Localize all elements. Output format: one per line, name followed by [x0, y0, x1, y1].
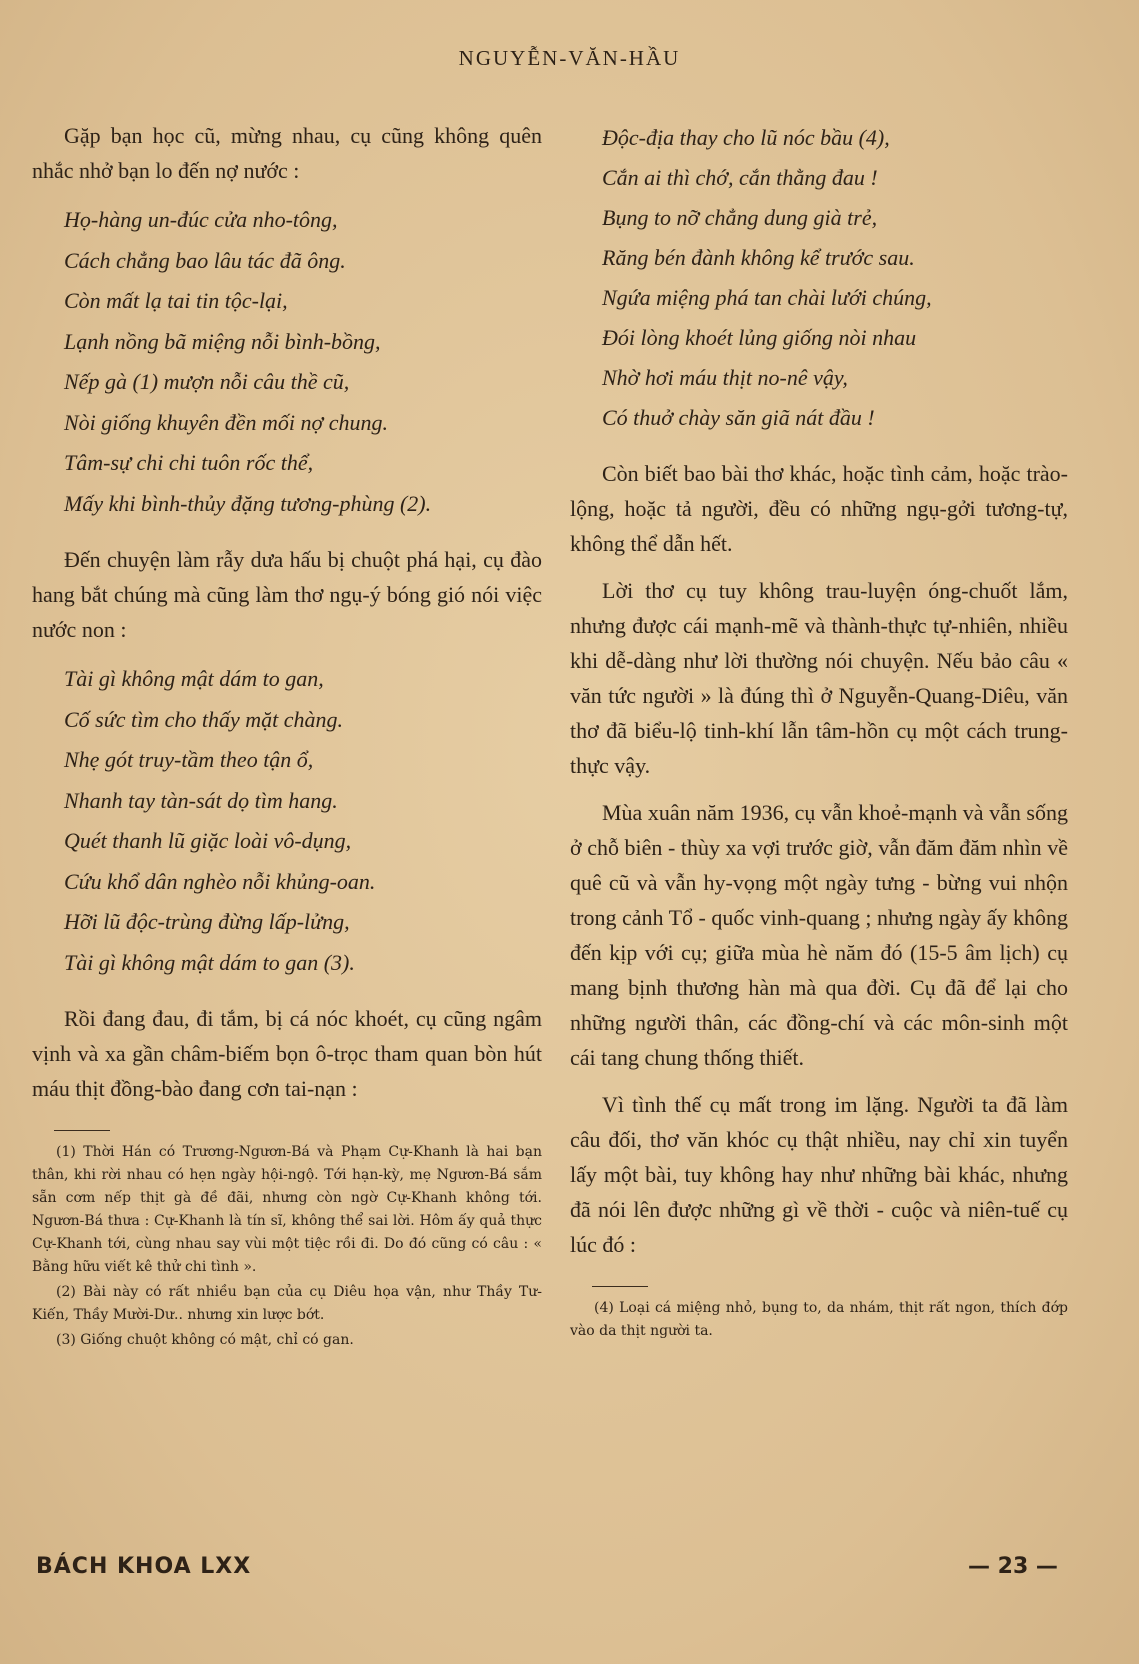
poem-line: Cứu khổ dân nghèo nỗi khủng-oan. — [64, 868, 376, 894]
poem-line: Nhờ hơi máu thịt no-nê vậy, — [602, 365, 848, 390]
footnote: (1) Thời Hán có Trương-Ngươn-Bá và Phạm Cự-Khanh là hai bạn thân, khi rời nhau có hẹn ngày hội-ngộ. Tới hạn-kỳ, mẹ Ngươn-Bá sắm sẵn cơm nếp thịt gà đề đãi, nhưng còn ngờ Cự-Khanh không tới. Ngươn-Bá thưa : Cự-Khanh là tín sĩ, không thể sai lời. Hôm ấy quả thực Cự-Khanh tới, cùng nhau say vùi một tiệc rồi đi. Do đó cũng có câu : « Bằng hữu viết kê thử chi tình ». — [32, 1144, 542, 1275]
footnote-divider — [54, 1130, 110, 1131]
poem-line: Ngứa miệng phá tan chài lưới chúng, — [602, 285, 932, 310]
poem-line: Có thuở chày săn giã nát đầu ! — [602, 405, 875, 430]
poem-line: Cắn ai thì chớ, cắn thằng đau ! — [602, 165, 878, 190]
poem-line: Lạnh nồng bã miệng nỗi bình-bồng, — [64, 328, 381, 354]
poem-line: Nhẹ gót truy-tầm theo tận ổ, — [64, 747, 314, 772]
poem-line: Độc-địa thay cho lũ nóc bầu (4), — [602, 125, 890, 150]
page-number: — 23 — — [968, 1554, 1058, 1579]
poem-line: Nhanh tay tàn-sát dọ tìm hang. — [64, 787, 338, 813]
poem-block — [32, 200, 542, 524]
paragraph: Còn biết bao bài thơ khác, hoặc tình cảm, hoặc trào-lộng, hoặc tả người, đều có những ngụ-gởi tương-tự, không thể dẫn hết. — [570, 461, 1068, 556]
poem-line: Còn mất lạ tai tin tộc-lại, — [64, 288, 288, 313]
paragraph: Lời thơ cụ tuy không trau-luyện óng-chuốt lắm, nhưng được cái mạnh-mẽ và thành-thực tự-nhiên, nhiều khi dễ-dàng như lời thường nói chuyện. Nếu bảo câu « văn tức người » là đúng thì ở Nguyễn-Quang-Diêu, văn thơ đã biểu-lộ tinh-khí lẫn tâm-hồn cụ một cách trung-thực vậy. — [570, 578, 1068, 778]
poem-line: Cố sức tìm cho thấy mặt chàng. — [64, 706, 344, 732]
page-header: NGUYỄN-VĂN-HẦU — [458, 46, 681, 70]
paragraph: Gặp bạn học cũ, mừng nhau, cụ cũng không quên nhắc nhở bạn lo đến nợ nước : — [32, 123, 542, 183]
poem-line: Bụng to nỡ chẳng dung già trẻ, — [602, 205, 878, 230]
paragraph: Rồi đang đau, đi tắm, bị cá nóc khoét, cụ cũng ngâm vịnh và xa gần châm-biếm bọn ô-trọc tham quan bòn hút máu thịt đồng-bào đang cơn tai-nạn : — [32, 1006, 542, 1101]
poem-line: Đói lòng khoét lủng giống nòi nhau — [602, 325, 917, 350]
poem-line: Tài gì không mật dám to gan (3). — [64, 949, 355, 975]
poem-block — [32, 659, 542, 983]
poem-line: Họ-hàng un-đúc cửa nho-tông, — [64, 207, 338, 232]
poem-line: Quét thanh lũ giặc loài vô-dụng, — [64, 828, 352, 853]
left-column — [32, 118, 542, 1354]
poem-line: Cách chẳng bao lâu tác đã ông. — [64, 247, 346, 273]
paragraph: Vì tình thế cụ mất trong im lặng. Người ta đã làm câu đối, thơ văn khóc cụ thật nhiều, nay chỉ xin tuyển lấy một bài, tuy không hay như những bài khác, nhưng đã nói lên được những gì về thời - cuộc và niên-tuế cụ lúc đó : — [570, 1092, 1068, 1257]
magazine-footer: BÁCH KHOA LXX — [36, 1554, 252, 1579]
poem-block — [570, 118, 1068, 438]
poem-line: Răng bén đành không kể trước sau. — [602, 245, 915, 270]
footnote: (4) Loại cá miệng nhỏ, bụng to, da nhám, thịt rất ngon, thích đớp vào da thịt người ta. — [570, 1300, 1068, 1339]
poem-line: Nòi giống khuyên đền mối nợ chung. — [64, 409, 388, 435]
poem-line: Tâm-sự chi chi tuôn rốc thể, — [64, 450, 314, 475]
right-column — [570, 118, 1068, 1345]
footnote: (2) Bài này có rất nhiều bạn của cụ Diêu họa vận, như Thầy Tư-Kiến, Thầy Mười-Dư.. nhưng xin lược bớt. — [32, 1284, 542, 1323]
footnotes — [32, 1141, 542, 1352]
footnote: (3) Giống chuột không có mật, chỉ có gan. — [56, 1332, 354, 1348]
poem-line: Tài gì không mật dám to gan, — [64, 666, 324, 691]
poem-line: Hỡi lũ độc-trùng đừng lấp-lửng, — [64, 909, 350, 934]
poem-line: Nếp gà (1) mượn nỗi câu thề cũ, — [64, 369, 350, 394]
footnotes — [570, 1297, 1068, 1343]
poem-line: Mấy khi bình-thủy đặng tương-phùng (2). — [64, 490, 432, 516]
paragraph: Đến chuyện làm rẫy dưa hấu bị chuột phá hại, cụ đào hang bắt chúng mà cũng làm thơ ngụ-ý bóng gió nói việc nước non : — [32, 547, 542, 642]
paragraph: Mùa xuân năm 1936, cụ vẫn khoẻ-mạnh và vẫn sống ở chỗ biên - thùy xa vợi trước giờ, vẫn đăm đăm nhìn về quê cũ và vẫn hy-vọng một ngày tưng - bừng vui nhộn trong cảnh Tổ - quốc vinh-quang ; nhưng ngày ấy không đến kịp với cụ; giữa mùa hè năm đó (15-5 âm lịch) cụ mang bịnh thương hàn mà qua đời. Cụ đã để lại cho những người thân, các đồng-chí và các môn-sinh một cái tang chung thống thiết. — [570, 800, 1068, 1070]
footnote-divider — [592, 1286, 648, 1287]
